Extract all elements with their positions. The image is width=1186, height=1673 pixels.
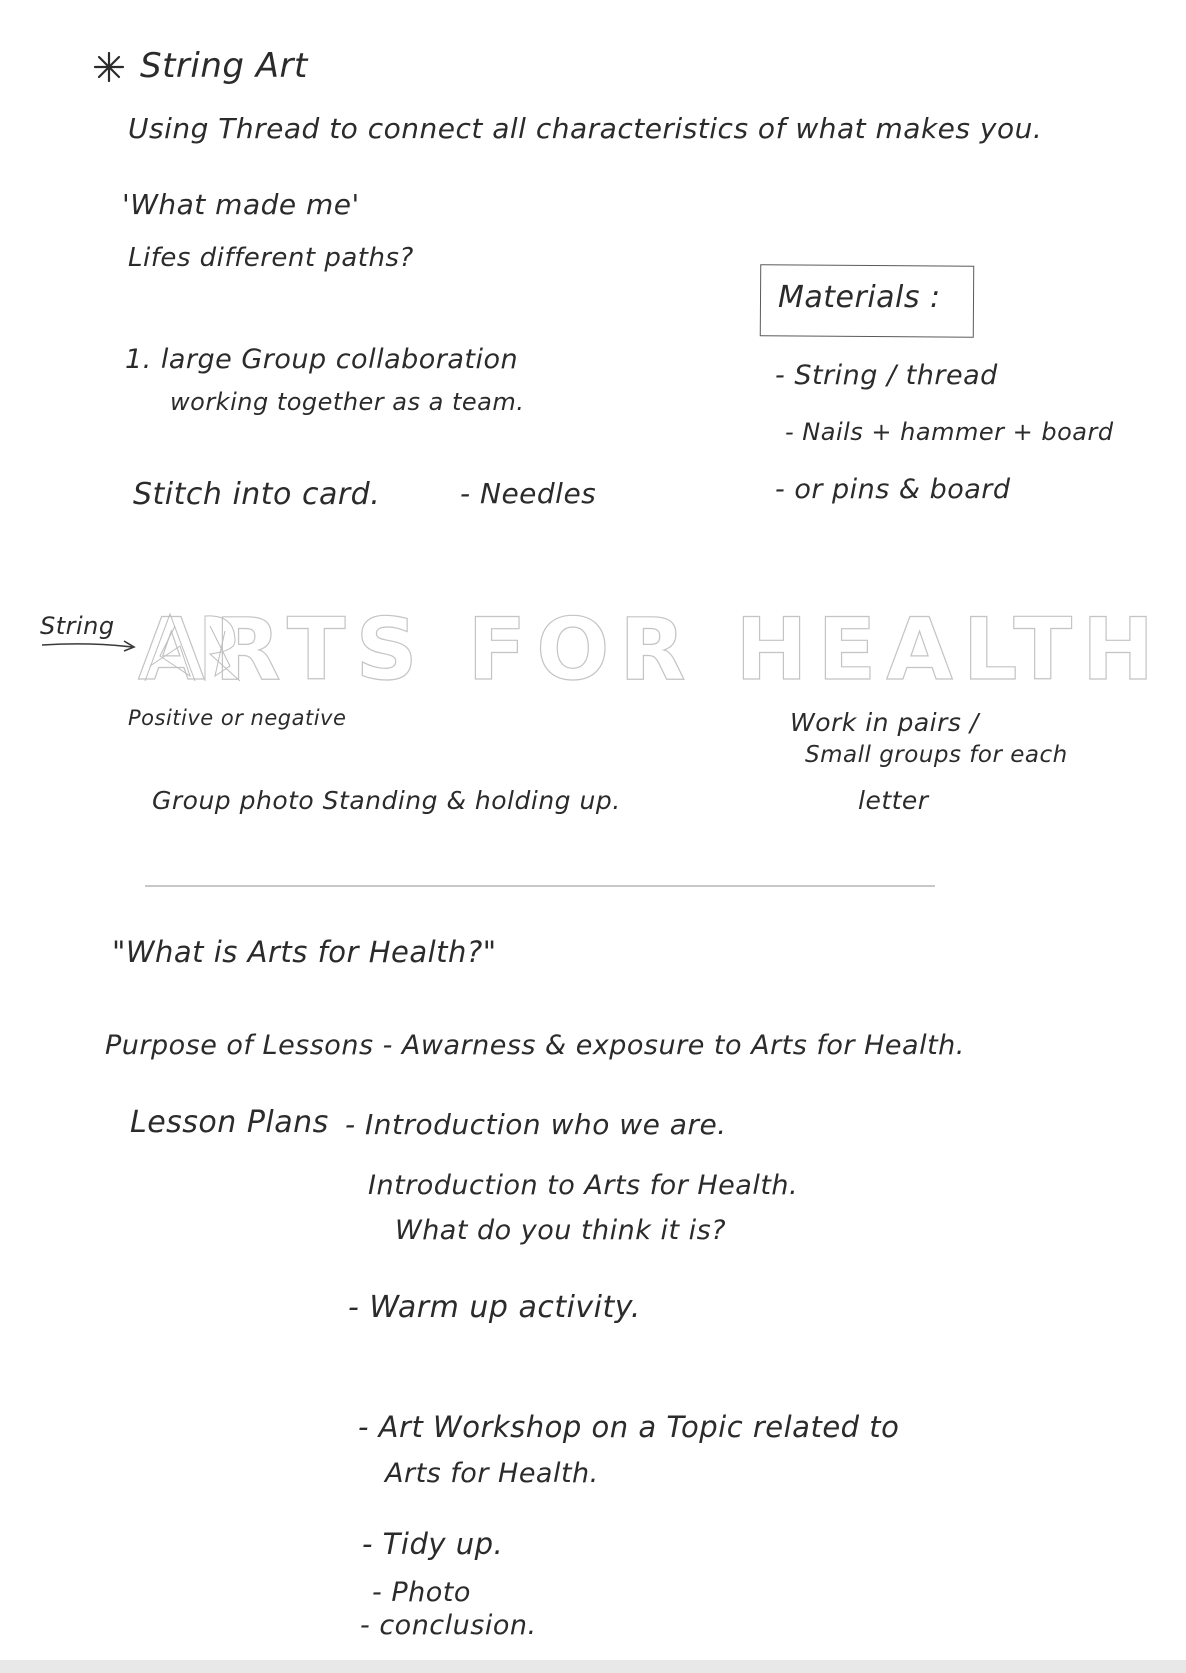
plan-item: - conclusion. (360, 1610, 537, 1641)
plan-item: Arts for Health. (385, 1458, 599, 1489)
plan-item: What do you think it is? (395, 1215, 727, 1246)
pairs-note: letter (858, 786, 929, 815)
positive-negative-note: Positive or negative (128, 706, 347, 730)
materials-heading: Materials : (778, 280, 941, 315)
purpose-line: Purpose of Lessons - Awarness & exposure to Arts for Health. (105, 1030, 965, 1061)
needles-note: - Needles (460, 477, 597, 510)
pairs-note: Small groups for each (805, 742, 1068, 768)
pairs-note: Work in pairs / (790, 708, 979, 737)
arrow-icon (40, 638, 140, 652)
question-line: Lifes different paths? (128, 243, 414, 273)
plan-item: - Art Workshop on a Topic related to (358, 1410, 900, 1444)
plan-item: - Introduction who we are. (345, 1108, 727, 1141)
divider-line (145, 885, 935, 887)
description-line: Using Thread to connect all characteristics of what makes you. (128, 112, 1043, 145)
plan-item: - Photo (372, 1577, 471, 1608)
material-item: - or pins & board (775, 474, 1011, 505)
string-label: String (40, 612, 115, 640)
material-item: - String / thread (775, 360, 998, 391)
stitch-note: Stitch into card. (133, 477, 381, 512)
string-pattern-icon (140, 606, 260, 686)
page-bottom-edge (0, 1660, 1186, 1673)
asterisk-icon (92, 50, 126, 84)
plan-item: - Warm up activity. (348, 1290, 641, 1325)
plan-item: Introduction to Arts for Health. (368, 1170, 799, 1201)
question-heading: "What is Arts for Health?" (112, 935, 497, 969)
quote-line: 'What made me' (122, 188, 360, 221)
group-photo-note: Group photo Standing & holding up. (152, 786, 621, 815)
section-title: String Art (140, 46, 308, 86)
plan-item: - Tidy up. (362, 1527, 504, 1561)
material-item: - Nails + hammer + board (785, 418, 1114, 446)
list-item: working together as a team. (170, 388, 525, 416)
arts-for-health-title-art: ARTS FOR HEALTH (138, 600, 1164, 700)
lesson-plans-label: Lesson Plans (130, 1105, 329, 1140)
list-item: 1. large Group collaboration (125, 344, 519, 375)
